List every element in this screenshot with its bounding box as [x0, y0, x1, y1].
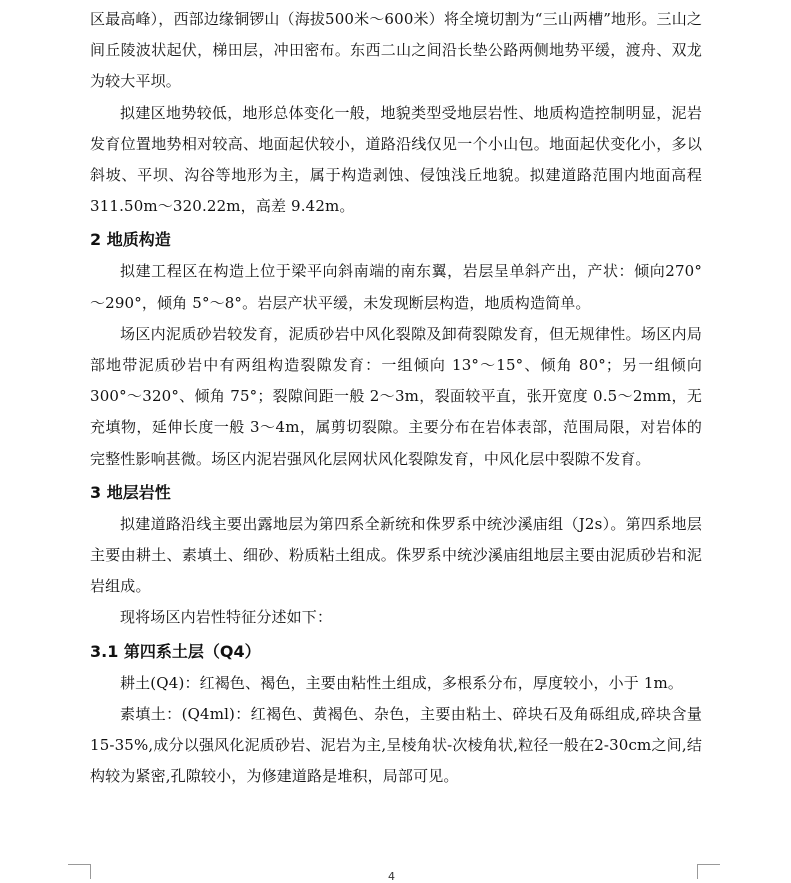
page-corner-mark-left	[68, 864, 91, 879]
paragraph-strata-overview: 拟建道路沿线主要出露地层为第四系全新统和侏罗系中统沙溪庙组（J2s）。第四系地层主要由耕土、素填土、细砂、粉质粘土组成。侏罗系中统沙溪庙组地层主要由泥质砂岩和泥岩组成。	[90, 514, 702, 596]
paragraph-fractures: 场区内泥质砂岩较发育，泥质砂岩中风化裂隙及卸荷裂隙发育，但无规律性。场区内局部地带泥质砂岩中有两组构造裂隙发育：一组倾向 13°～15°、倾角 80°；另一组倾向 300°～320°、倾角 75°；裂隙间距一般 2～3m，裂面较平直，张开宽度 0.5～2mm，无充填物，延伸长度一般 3～4m，属剪切裂隙。主要分布在岩体表部，范围局限，对岩体的完整性影响甚微。场区内泥岩强风化层网状风化裂隙发育，中风化层中裂隙不发育。	[90, 324, 702, 468]
paragraph-plain-fill: 素填土：(Q4ml)：红褐色、黄褐色、杂色，主要由粘土、碎块石及角砾组成,碎块含量 15-35%,成分以强风化泥质砂岩、泥岩为主,呈棱角状-次棱角状,粒径一般在2-30cm之间,结构较为紧密,孔隙较小，为修建道路是堆积，局部可见。	[90, 704, 702, 786]
paragraph-terrain-continued: 区最高峰），西部边缘铜锣山（海拔500米～600米）将全境切割为“三山两槽”地形。三山之间丘陵波状起伏，梯田层，冲田密布。东西二山之间沿长垫公路两侧地势平缓，渡舟、双龙为较大平坝。	[90, 10, 702, 91]
paragraph-structure-attitude: 拟建工程区在构造上位于梁平向斜南端的南东翼，岩层呈单斜产出，产状：倾向270°～290°，倾角 5°～8°。岩层产状平缓，未发现断层构造，地质构造简单。	[90, 262, 702, 312]
heading-geological-structure: 2 地质构造	[90, 230, 171, 250]
heading-quaternary-soil: 3.1 第四系土层（Q4）	[90, 641, 261, 661]
page-corner-mark-right	[697, 864, 720, 879]
paragraph-landform: 拟建区地势较低，地形总体变化一般，地貌类型受地层岩性、地质构造控制明显，泥岩发育位置地势相对较高、地面起伏较小，道路沿线仅见一个小山包。地面起伏变化小，多以斜坡、平坝、沟谷等地形为主，属于构造剥蚀、侵蚀浅丘地貌。拟建道路范围内地面高程 311.50m～320.22m，高差 9.42m。	[90, 103, 702, 216]
document-body	[90, 4, 702, 792]
paragraph-lithology-intro: 现将场区内岩性特征分述如下：	[120, 608, 333, 627]
paragraph-cultivated-soil: 耕土(Q4)：红褐色、褐色，主要由粘性土组成，多根系分布，厚度较小，小于 1m。	[120, 673, 684, 692]
page-number: 4	[388, 870, 395, 883]
heading-stratigraphic-lithology: 3 地层岩性	[90, 482, 171, 502]
